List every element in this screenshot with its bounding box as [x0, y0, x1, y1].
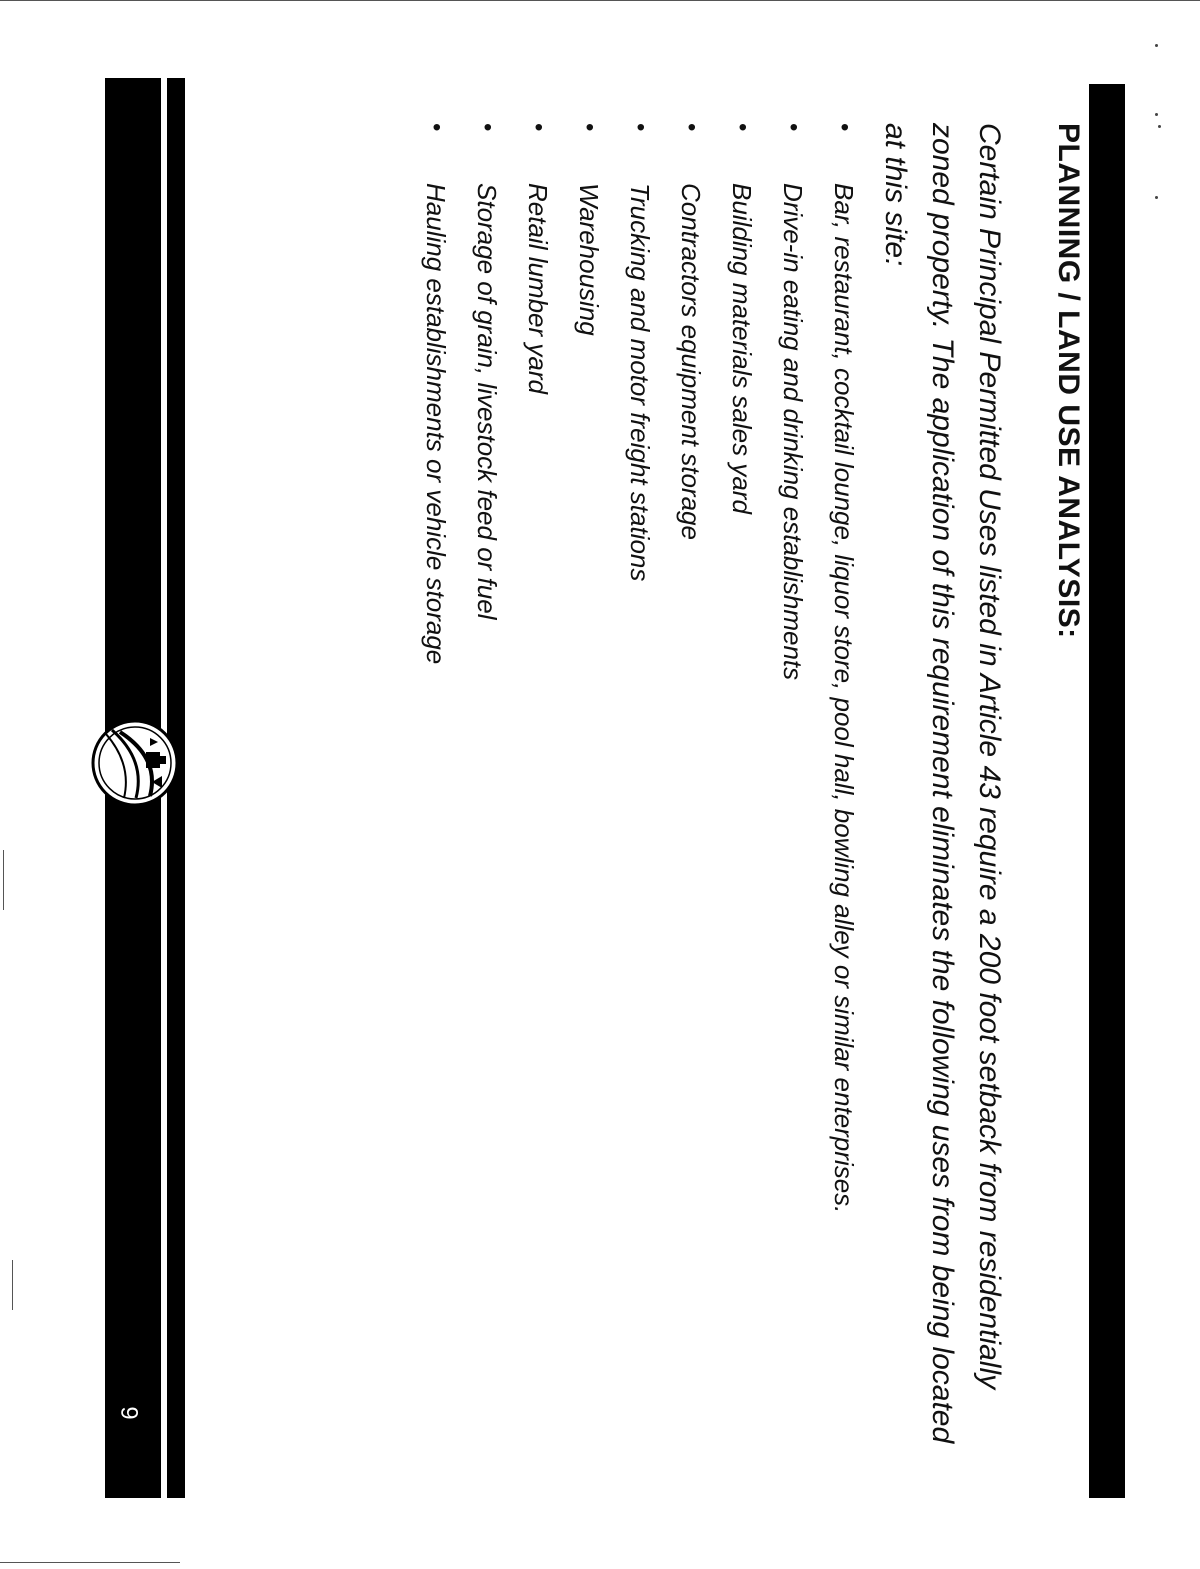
- bullet-icon: •: [831, 123, 858, 132]
- bullet-icon: •: [780, 123, 807, 132]
- list-item-text: Building materials sales yard: [727, 183, 757, 514]
- bullet-icon: •: [729, 123, 756, 132]
- list-item: [420, 123, 452, 1453]
- bullet-icon: •: [525, 123, 552, 132]
- presentation-slide: [95, 78, 1125, 1498]
- bullet-icon: •: [627, 123, 654, 132]
- list-item: [522, 123, 554, 1453]
- list-item-text: Storage of grain, livestock feed or fuel: [472, 183, 502, 620]
- list-item-text: Drive-in eating and drinking establishments: [778, 183, 808, 681]
- slide-title: PLANNING / LAND USE ANALYSIS:: [1052, 123, 1085, 639]
- list-item: [471, 123, 503, 1453]
- scan-edge-line-left-2: [12, 1260, 13, 1310]
- scan-speck: [1155, 44, 1158, 47]
- list-item-text: Trucking and motor freight stations: [625, 183, 655, 582]
- scan-speck: [1158, 125, 1161, 128]
- list-item-text: Retail lumber yard: [523, 183, 553, 394]
- scan-edge-line-left-1: [3, 850, 4, 910]
- list-item-text: Bar, restaurant, cocktail lounge, liquor store, pool hall, bowling alley or similar enterprises.: [829, 183, 859, 1214]
- city-seal-icon: [90, 718, 180, 808]
- bullet-icon: •: [678, 123, 705, 132]
- scan-speck: [1155, 196, 1158, 199]
- bullet-icon: •: [474, 123, 501, 132]
- list-item-text: Hauling establishments or vehicle storage: [421, 183, 451, 665]
- list-item: [675, 123, 707, 1453]
- intro-paragraph: Certain Principal Permitted Uses listed in Article 43 require a 200 foot setback from residentially zoned property. The application of this requirement eliminates the following uses from being located at this site:: [879, 123, 1006, 1444]
- bullet-icon: •: [576, 123, 603, 132]
- list-item: [777, 123, 809, 1453]
- eliminated-uses-list: [401, 123, 860, 1453]
- page-number: 6: [117, 1406, 144, 1420]
- list-item: [828, 123, 860, 1453]
- list-item-text: Warehousing: [574, 183, 604, 336]
- list-item-text: Contractors equipment storage: [676, 183, 706, 540]
- list-item: [624, 123, 656, 1453]
- bullet-icon: •: [423, 123, 450, 132]
- header-bar: [1089, 84, 1125, 1498]
- scan-edge-line-top: [0, 0, 1200, 1]
- scan-speck: [1155, 113, 1158, 116]
- scan-edge-line-bottom: [0, 1562, 180, 1563]
- list-item: [573, 123, 605, 1453]
- list-item: [726, 123, 758, 1453]
